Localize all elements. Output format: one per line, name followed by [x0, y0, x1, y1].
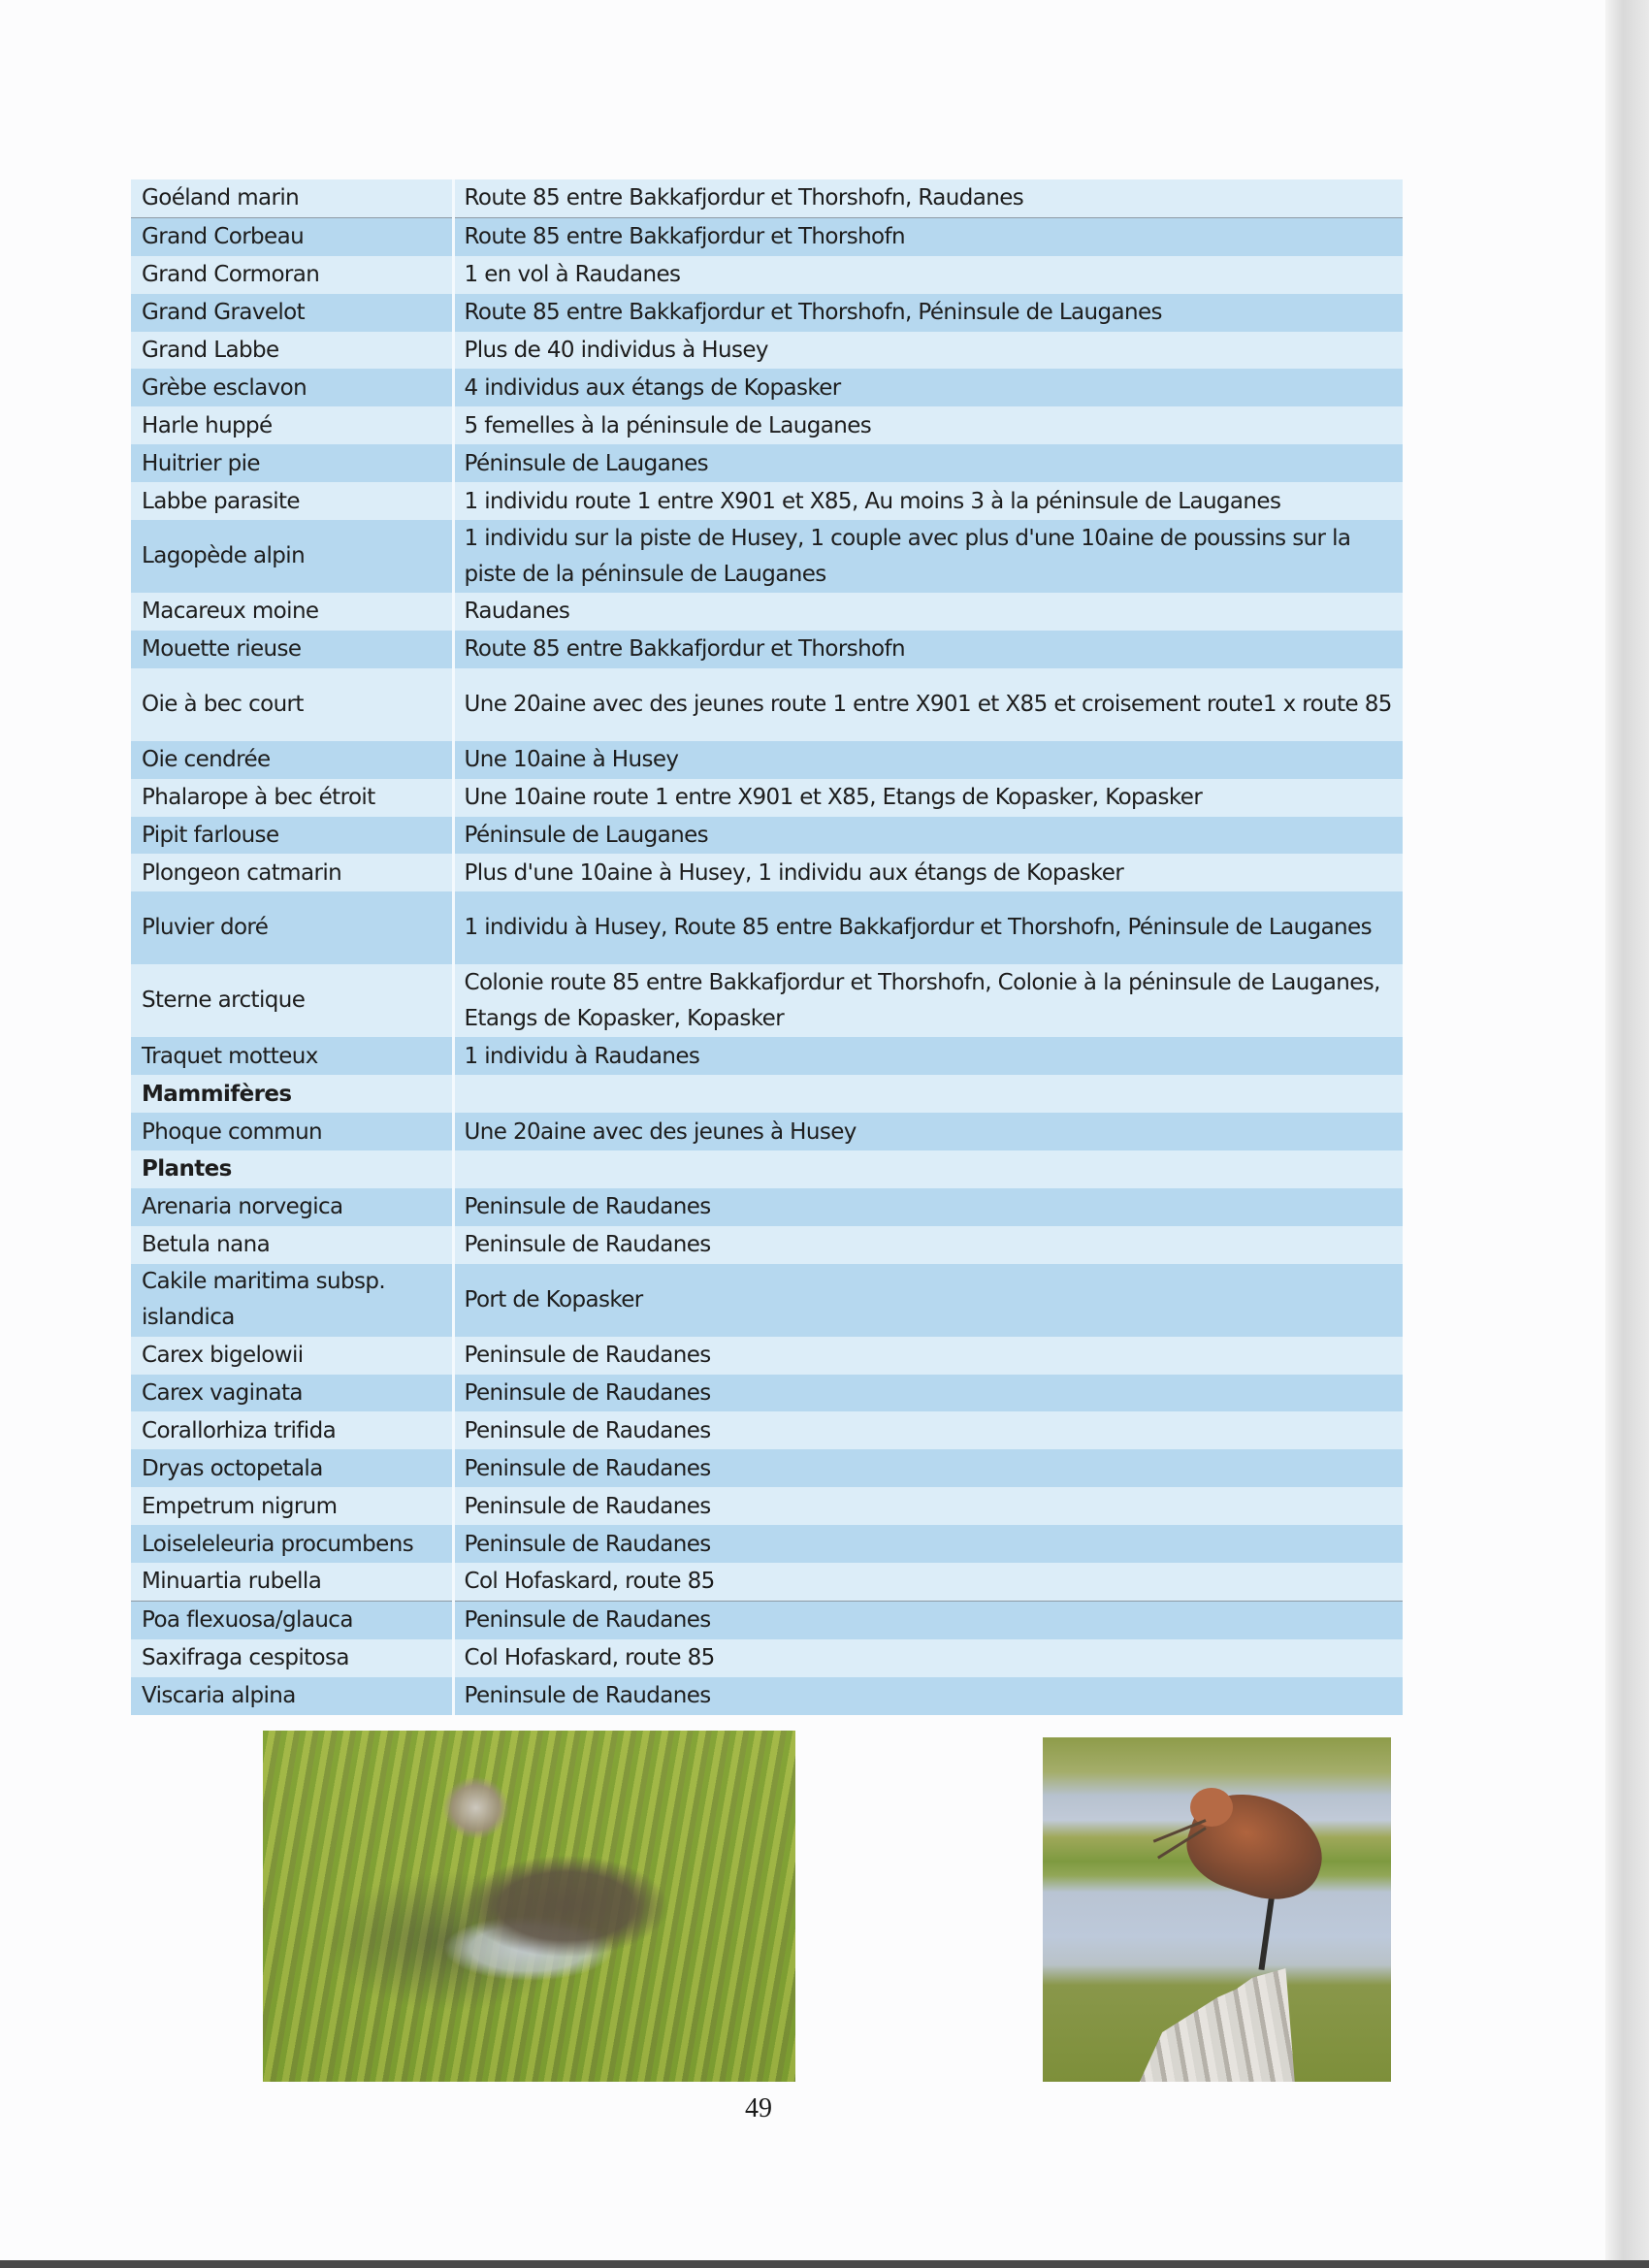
species-table — [131, 179, 1403, 1715]
species-name: Loiseleleuria procumbens — [131, 1525, 453, 1563]
sandpiper-photo — [263, 1731, 795, 2082]
observation-location: Une 10aine route 1 entre X901 et X85, Etangs de Kopasker, Kopasker — [453, 779, 1403, 817]
species-name: Plongeon catmarin — [131, 854, 453, 891]
observation-location: Peninsule de Raudanes — [453, 1525, 1403, 1563]
species-name: Grand Labbe — [131, 332, 453, 370]
table-row — [131, 779, 1403, 817]
species-name: Traquet motteux — [131, 1037, 453, 1075]
observation-location: Peninsule de Raudanes — [453, 1226, 1403, 1264]
table-row — [131, 1601, 1403, 1638]
species-name: Oie cendrée — [131, 741, 453, 779]
observation-location: Colonie route 85 entre Bakkafjordur et Thorshofn, Colonie à la péninsule de Lauganes, Etangs de Kopasker, Kopasker — [453, 964, 1403, 1037]
observation-location: Plus de 40 individus à Husey — [453, 332, 1403, 370]
godwit-photo — [1043, 1737, 1391, 2082]
species-name: Huitrier pie — [131, 444, 453, 482]
species-name: Grand Cormoran — [131, 256, 453, 294]
table-row — [131, 964, 1403, 1037]
observation-location: Péninsule de Lauganes — [453, 817, 1403, 855]
page-bottom-edge — [0, 2260, 1649, 2268]
species-name: Mouette rieuse — [131, 631, 453, 668]
bird-leg — [1258, 1893, 1275, 1970]
observation-location: Peninsule de Raudanes — [453, 1337, 1403, 1375]
observation-location: 1 individu à Raudanes — [453, 1037, 1403, 1075]
observation-location: Route 85 entre Bakkafjordur et Thorshofn, Péninsule de Lauganes — [453, 294, 1403, 332]
table-row — [131, 1411, 1403, 1449]
observation-location — [453, 1075, 1403, 1113]
observation-location: 1 individu route 1 entre X901 et X85, Au moins 3 à la péninsule de Lauganes — [453, 482, 1403, 520]
species-name: Saxifraga cespitosa — [131, 1639, 453, 1677]
observation-location: Peninsule de Raudanes — [453, 1601, 1403, 1638]
table-row — [131, 444, 1403, 482]
observation-location: Raudanes — [453, 593, 1403, 631]
species-name: Betula nana — [131, 1226, 453, 1264]
species-name: Phalarope à bec étroit — [131, 779, 453, 817]
section-heading: Plantes — [131, 1150, 453, 1188]
species-name: Viscaria alpina — [131, 1677, 453, 1715]
observation-location: Peninsule de Raudanes — [453, 1188, 1403, 1226]
observation-location: Route 85 entre Bakkafjordur et Thorshofn — [453, 631, 1403, 668]
species-name: Pipit farlouse — [131, 817, 453, 855]
observation-location: Une 10aine à Husey — [453, 741, 1403, 779]
observation-location: Peninsule de Raudanes — [453, 1677, 1403, 1715]
observation-location: Port de Kopasker — [453, 1264, 1403, 1337]
section-heading-row — [131, 1150, 1403, 1188]
species-name: Carex bigelowii — [131, 1337, 453, 1375]
observation-location: 1 en vol à Raudanes — [453, 256, 1403, 294]
species-name: Labbe parasite — [131, 482, 453, 520]
table-row — [131, 179, 1403, 217]
species-name: Macareux moine — [131, 593, 453, 631]
table-row — [131, 593, 1403, 631]
table-row — [131, 817, 1403, 855]
observation-location: 1 individu à Husey, Route 85 entre Bakkafjordur et Thorshofn, Péninsule de Lauganes — [453, 891, 1403, 964]
species-name: Poa flexuosa/glauca — [131, 1601, 453, 1638]
observation-location — [453, 1150, 1403, 1188]
observation-location: 4 individus aux étangs de Kopasker — [453, 369, 1403, 406]
table-row — [131, 1487, 1403, 1525]
species-name: Empetrum nigrum — [131, 1487, 453, 1525]
species-name: Phoque commun — [131, 1113, 453, 1150]
observation-location: Peninsule de Raudanes — [453, 1375, 1403, 1412]
table-row — [131, 741, 1403, 779]
table-row — [131, 1337, 1403, 1375]
table-row — [131, 1563, 1403, 1601]
species-name: Grand Gravelot — [131, 294, 453, 332]
observation-location: Peninsule de Raudanes — [453, 1487, 1403, 1525]
species-table-body — [131, 179, 1403, 1715]
table-row — [131, 668, 1403, 741]
observation-location: Col Hofaskard, route 85 — [453, 1639, 1403, 1677]
species-name: Lagopède alpin — [131, 520, 453, 593]
species-name: Goéland marin — [131, 179, 453, 217]
table-row — [131, 1226, 1403, 1264]
observation-location: Route 85 entre Bakkafjordur et Thorshofn, Raudanes — [453, 179, 1403, 217]
observation-location: Plus d'une 10aine à Husey, 1 individu aux étangs de Kopasker — [453, 854, 1403, 891]
table-row — [131, 891, 1403, 964]
species-name: Grèbe esclavon — [131, 369, 453, 406]
table-row — [131, 1449, 1403, 1487]
table-row — [131, 332, 1403, 370]
table-row — [131, 482, 1403, 520]
species-name: Carex vaginata — [131, 1375, 453, 1412]
wooden-post — [1111, 1968, 1295, 2082]
observation-location: Col Hofaskard, route 85 — [453, 1563, 1403, 1601]
table-row — [131, 217, 1403, 255]
species-name: Sterne arctique — [131, 964, 453, 1037]
table-row — [131, 294, 1403, 332]
table-row — [131, 1525, 1403, 1563]
table-row — [131, 520, 1403, 593]
table-row — [131, 1677, 1403, 1715]
table-row — [131, 854, 1403, 891]
species-name: Dryas octopetala — [131, 1449, 453, 1487]
observation-location: Peninsule de Raudanes — [453, 1449, 1403, 1487]
table-row — [131, 369, 1403, 406]
species-name: Oie à bec court — [131, 668, 453, 741]
table-row — [131, 1264, 1403, 1337]
section-heading-row — [131, 1075, 1403, 1113]
table-row — [131, 1375, 1403, 1412]
species-name: Corallorhiza trifida — [131, 1411, 453, 1449]
observation-location: 1 individu sur la piste de Husey, 1 couple avec plus d'une 10aine de poussins sur la piste de la péninsule de Lauganes — [453, 520, 1403, 593]
species-name: Minuartia rubella — [131, 1563, 453, 1601]
species-name: Harle huppé — [131, 406, 453, 444]
species-name: Grand Corbeau — [131, 217, 453, 255]
page-number: 49 — [745, 2093, 772, 2123]
page-edge-shadow — [1605, 0, 1649, 2268]
observation-location: Peninsule de Raudanes — [453, 1411, 1403, 1449]
observation-location: Péninsule de Lauganes — [453, 444, 1403, 482]
table-row — [131, 1639, 1403, 1677]
species-name: Pluvier doré — [131, 891, 453, 964]
observation-location: Route 85 entre Bakkafjordur et Thorshofn — [453, 217, 1403, 255]
species-name: Arenaria norvegica — [131, 1188, 453, 1226]
table-row — [131, 406, 1403, 444]
table-row — [131, 256, 1403, 294]
bird-head — [1190, 1788, 1233, 1827]
table-row — [131, 1037, 1403, 1075]
table-row — [131, 631, 1403, 668]
section-heading: Mammifères — [131, 1075, 453, 1113]
table-row — [131, 1113, 1403, 1150]
observation-location: 5 femelles à la péninsule de Lauganes — [453, 406, 1403, 444]
table-row — [131, 1188, 1403, 1226]
observation-location: Une 20aine avec des jeunes à Husey — [453, 1113, 1403, 1150]
species-name: Cakile maritima subsp. islandica — [131, 1264, 453, 1337]
observation-location: Une 20aine avec des jeunes route 1 entre X901 et X85 et croisement route1 x route 85 — [453, 668, 1403, 741]
